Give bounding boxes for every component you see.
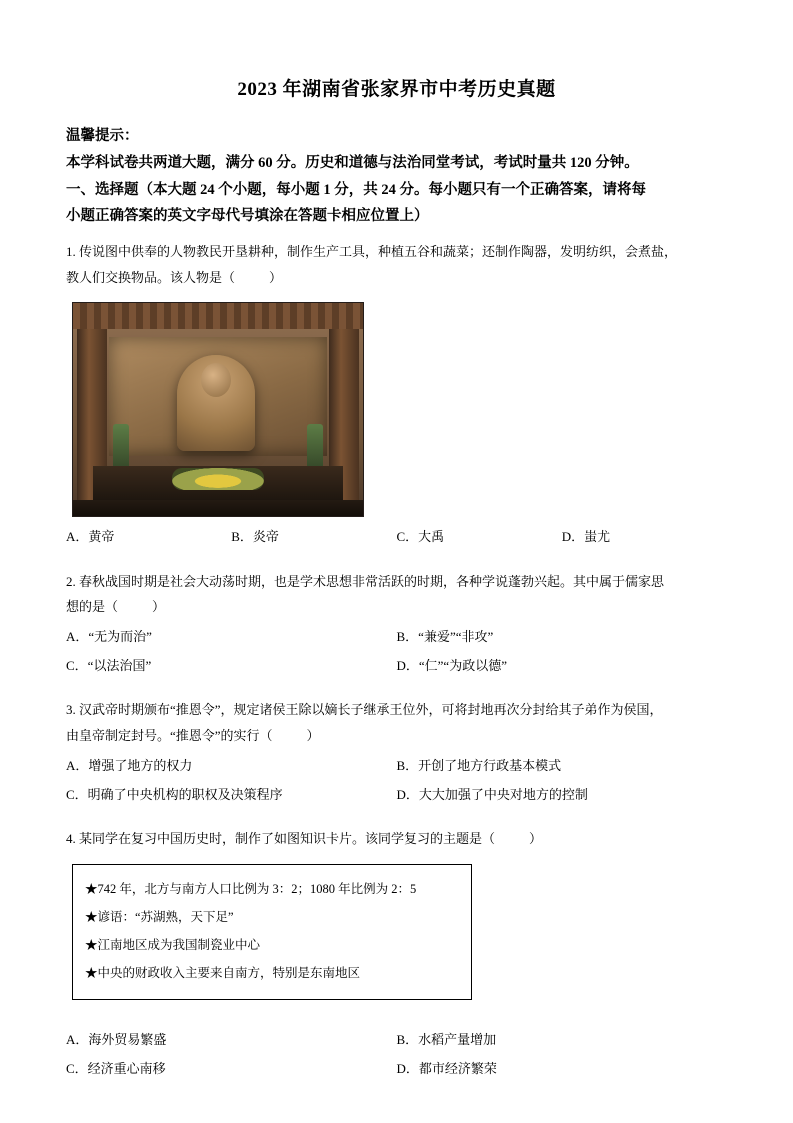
question-2-option-c[interactable]: C．“以法治国”	[66, 657, 152, 673]
question-4-option-c[interactable]: C．经济重心南移	[66, 1060, 166, 1076]
card-line-4: ★中央的财政收入主要来自南方，特别是东南地区	[85, 966, 361, 980]
question-3-stem-line2-end: ）	[306, 727, 320, 743]
image-eaves	[73, 303, 363, 332]
image-statue-head	[201, 363, 231, 397]
question-1-stem-line2-text: 教人们交换物品。该人物是（	[66, 269, 236, 285]
card-line-1: ★742 年，北方与南方人口比例为 3：2；1080 年比例为 2：5	[85, 881, 417, 896]
question-1-option-a[interactable]: A．黄帝	[66, 528, 115, 544]
question-2-stem-line1: 春秋战国时期是社会大动荡时期，也是学术思想非常活跃的时期，各种学说蓬勃兴起。其中属于儒家思	[79, 573, 665, 589]
spacer	[66, 680, 727, 688]
spacer	[66, 552, 727, 560]
question-3-option-d[interactable]: D．大大加强了中央对地方的控制	[396, 786, 588, 802]
question-1-stem	[66, 239, 727, 264]
image-flowers	[172, 468, 264, 490]
question-1-option-c[interactable]: C．大禹	[396, 528, 445, 544]
question-1-image	[72, 302, 364, 517]
question-2-option-d[interactable]: D．“仁”“为政以德”	[396, 657, 507, 673]
question-1-option-d[interactable]: D．蚩尤	[561, 528, 611, 544]
question-2	[66, 569, 727, 681]
question-4-stem-line1-end: ）	[529, 831, 543, 847]
question-2-stem	[66, 569, 727, 594]
question-3-option-a[interactable]: A．增强了地方的权力	[66, 758, 193, 774]
question-3-options-row2	[66, 781, 727, 810]
question-1	[66, 239, 727, 551]
question-3-stem-line1: 汉武帝时期颁布“推恩令”，规定诸侯王除以嫡长子继承王位外，可将封地再次分封给其子弟作为侯国，	[79, 702, 663, 718]
question-3-number: 3.	[66, 702, 76, 718]
question-1-number: 1.	[66, 244, 76, 260]
question-3	[66, 697, 727, 809]
question-4	[66, 826, 727, 1083]
question-2-options-row1	[66, 623, 727, 652]
question-2-number: 2.	[66, 573, 76, 589]
card-line-3: ★江南地区成为我国制瓷业中心	[85, 937, 261, 952]
question-4-options-row1	[66, 1026, 727, 1055]
question-2-stem-line2	[66, 594, 727, 619]
question-4-option-a[interactable]: A．海外贸易繁盛	[66, 1032, 167, 1048]
question-3-stem-line2	[66, 723, 727, 748]
question-2-option-a[interactable]: A．“无为而治”	[66, 629, 152, 645]
image-floor	[73, 500, 363, 516]
question-3-option-c[interactable]: C．明确了中央机构的职权及决策程序	[66, 786, 283, 802]
section-heading-line1: 一、选择题（本大题 24 个小题，每小题 1 分，共 24 分。每小题只有一个正确答案，请将每	[66, 181, 646, 198]
question-1-options	[66, 523, 727, 552]
card-line-2: ★谚语：“苏湖熟，天下足”	[85, 909, 234, 924]
spacer	[66, 809, 727, 817]
question-1-stem-line2	[66, 265, 727, 290]
question-2-option-b[interactable]: B．“兼爱”“非攻”	[396, 629, 494, 645]
image-statue	[177, 355, 255, 451]
question-4-options-row2	[66, 1055, 727, 1084]
question-4-number: 4.	[66, 831, 76, 847]
question-3-option-b[interactable]: B．开创了地方行政基本模式	[396, 758, 562, 774]
question-4-stem-line1: 某同学在复习中国历史时，制作了如图知识卡片。该同学复习的主题是（	[79, 831, 496, 847]
question-3-options-row1	[66, 752, 727, 781]
question-1-stem-line2-end: ）	[269, 269, 283, 285]
question-4-option-b[interactable]: B．水稻产量增加	[396, 1032, 497, 1048]
question-4-stem	[66, 826, 727, 851]
notice-label: 温馨提示：	[66, 128, 139, 144]
question-2-stem-line2-end: ）	[152, 598, 166, 614]
page-title: 2023 年湖南省张家界市中考历史真题	[237, 79, 556, 100]
question-3-stem-line2-text: 由皇帝制定封号。“推恩令”的实行（	[66, 727, 273, 743]
question-3-stem	[66, 697, 727, 722]
question-2-options-row2	[66, 652, 727, 681]
question-1-stem-line1: 传说图中供奉的人物教民开垦耕种，制作生产工具，种植五谷和蔬菜；还制作陶器，发明纺织，会煮盐，	[79, 244, 678, 260]
question-2-stem-line2-text: 想的是（	[66, 598, 119, 614]
notice-text: 本学科试卷共两道大题，满分 60 分。历史和道德与法治同堂考试，考试时量共 120 分钟。	[66, 154, 639, 171]
question-4-knowledge-card	[72, 864, 472, 1001]
question-1-option-b[interactable]: B．炎帝	[231, 528, 279, 544]
spacer	[66, 1010, 727, 1026]
section-heading-line2: 小题正确答案的英文字母代号填涂在答题卡相应位置上）	[66, 208, 429, 225]
question-4-option-d[interactable]: D．都市经济繁荣	[396, 1060, 497, 1076]
